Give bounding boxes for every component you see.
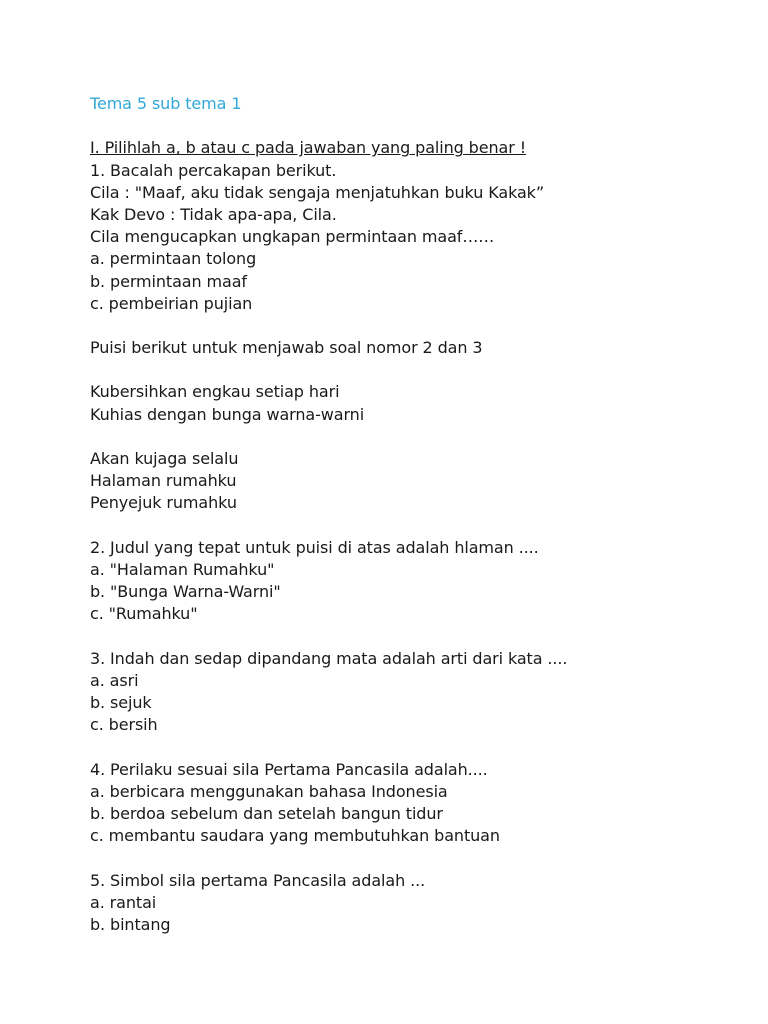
question-text: 4. Perilaku sesuai sila Pertama Pancasila adalah.... (90, 759, 488, 779)
poem-intro: Puisi berikut untuk menjawab soal nomor 2 dan 3 (90, 338, 483, 358)
poem-stanza-1 (90, 381, 730, 425)
option-b: b. berdoa sebelum dan setelah bangun tidur (90, 804, 443, 823)
instruction: I. Pilihlah a, b atau c pada jawaban yang paling benar ! (90, 138, 527, 158)
option-a: a. "Halaman Rumahku" (90, 559, 275, 579)
poem-line: Penyejuk rumahku (90, 493, 237, 513)
option-a: a. rantai (90, 892, 157, 912)
spacer (90, 847, 730, 869)
question-text: 3. Indah dan sedap dipandang mata adalah arti dari kata .... (90, 648, 568, 668)
dialog-line: Cila : "Maaf, aku tidak sengaja menjatuhkan buku Kakak” (90, 182, 545, 202)
poem-line: Akan kujaga selalu (90, 449, 239, 468)
dialog-line: Cila mengucapkan ungkapan permintaan maaf…… (90, 227, 495, 247)
option-a: a. permintaan tolong (90, 249, 257, 269)
spacer (90, 736, 730, 758)
page-title: Tema 5 sub tema 1 (90, 94, 242, 113)
worksheet-page (90, 93, 730, 936)
option-c: c. "Rumahku" (90, 604, 198, 624)
question-text: 5. Simbol sila pertama Pancasila adalah ... (90, 870, 426, 890)
poem-line: Kubersihkan engkau setiap hari (90, 382, 340, 402)
option-b: b. permintaan maaf (90, 271, 247, 291)
poem-line: Kuhias dengan bunga warna-warni (90, 404, 365, 424)
option-b: b. "Bunga Warna-Warni" (90, 582, 281, 602)
option-c: c. pembeirian pujian (90, 293, 253, 313)
option-a: a. berbicara menggunakan bahasa Indonesia (90, 781, 448, 801)
spacer (90, 359, 730, 381)
poem-stanza-2 (90, 448, 730, 515)
question-text: 2. Judul yang tepat untuk puisi di atas adalah hlaman .... (90, 537, 539, 557)
option-b: b. bintang (90, 914, 171, 934)
question-2 (90, 537, 730, 626)
dialog-line: Kak Devo : Tidak apa-apa, Cila. (90, 204, 337, 224)
question-1 (90, 160, 730, 315)
option-c: c. bersih (90, 715, 158, 735)
question-5 (90, 870, 730, 937)
poem-line: Halaman rumahku (90, 471, 237, 491)
question-3 (90, 648, 730, 737)
option-c: c. membantu saudara yang membutuhkan bantuan (90, 826, 500, 846)
spacer (90, 626, 730, 648)
question-4 (90, 759, 730, 848)
option-b: b. sejuk (90, 693, 152, 713)
question-text: 1. Bacalah percakapan berikut. (90, 160, 337, 180)
spacer (90, 315, 730, 337)
spacer (90, 426, 730, 448)
option-a: a. asri (90, 670, 139, 690)
spacer (90, 515, 730, 537)
